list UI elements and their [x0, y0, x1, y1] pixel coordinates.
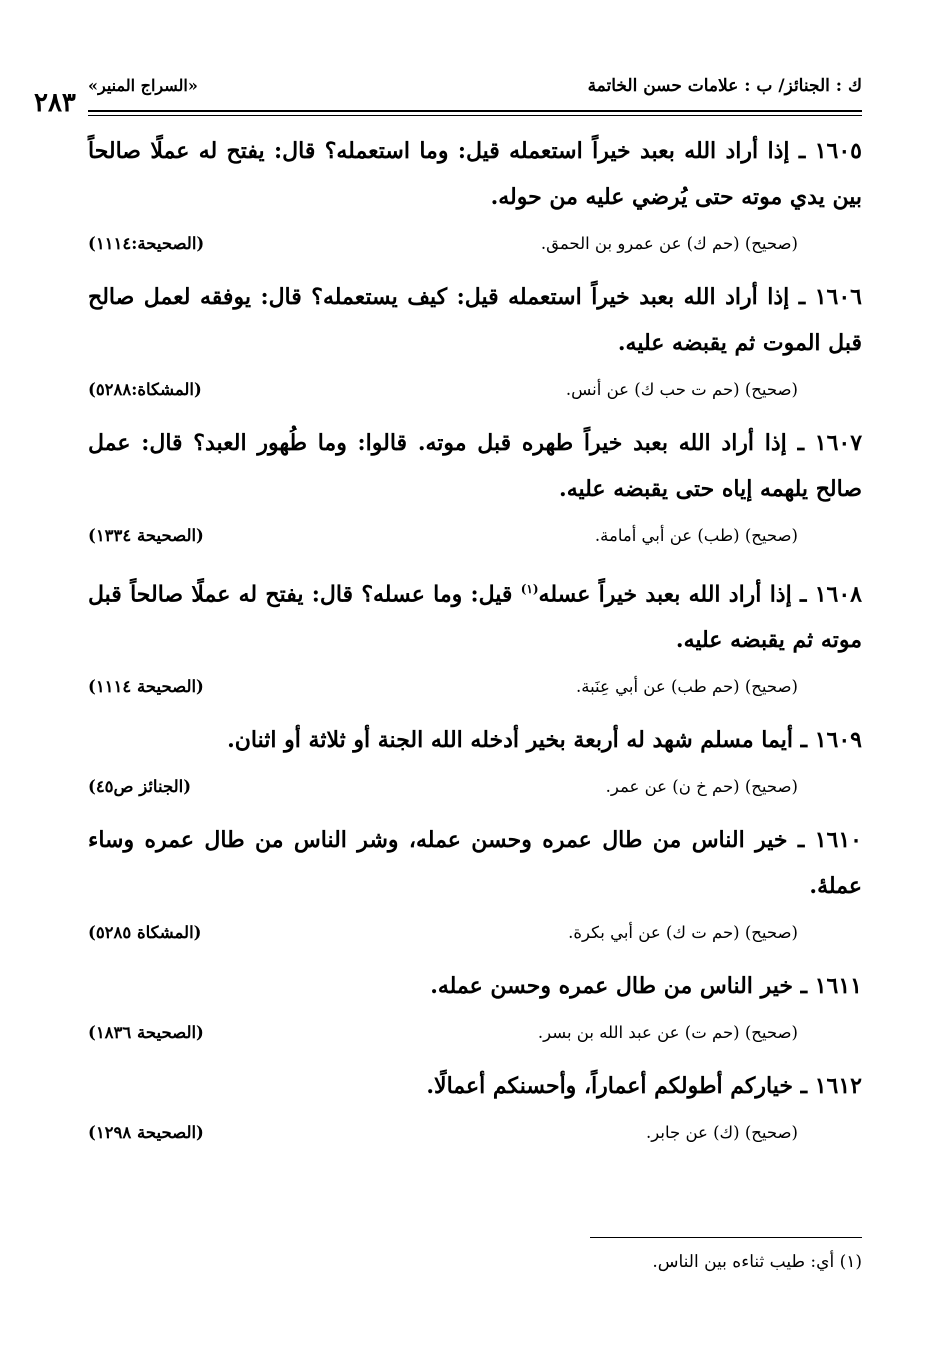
header-rule [88, 110, 862, 112]
hadith-number: ١٦٠٥ ـ [798, 138, 862, 164]
hadith-text-block [88, 128, 862, 220]
reference: (المشكاة:٥٢٨٨) [88, 380, 202, 399]
grade-row [88, 663, 862, 717]
hadith-text-block [88, 566, 862, 663]
hadith-entry [88, 717, 862, 817]
hadith-entry [88, 1063, 862, 1163]
hadith-text: خير الناس من طال عمره وحسن عمله. [430, 973, 793, 1000]
grade-row [88, 220, 862, 274]
reference: (الصحيحة:١١١٤) [88, 234, 205, 253]
hadith-number: ١٦٠٨ ـ [800, 581, 862, 608]
header-section-title: ك : الجنائز/ ب : علامات حسن الخاتمة [587, 76, 862, 96]
running-header [88, 70, 862, 100]
hadith-entry [88, 128, 862, 274]
hadith-number: ١٦١٠ ـ [797, 827, 862, 854]
grade-source: (صحيح) (حم ك) عن عمرو بن الحمق. [540, 234, 798, 253]
grade-row [88, 512, 862, 566]
hadith-number: ١٦٠٦ ـ [798, 284, 862, 310]
hadith-text: إذا أراد الله بعبد خيراً طهره قبل موته. قالوا: وما طُهور العبد؟ قال: عمل صالح يلهمه إياه حتى يقبضه عليه. [88, 430, 862, 502]
reference: (الصحيحة ١٨٣٦) [88, 1023, 204, 1043]
grade-source: (صحيح) (طب) عن أبي أمامة. [594, 526, 798, 545]
hadith-text: إذا أراد الله بعبد خيراً عسله [538, 581, 792, 608]
footnote-number: (١) [839, 1252, 862, 1272]
hadith-text-block [88, 817, 862, 909]
hadith-entry [88, 566, 862, 717]
hadith-text-block [88, 963, 862, 1009]
hadith-text: خير الناس من طال عمره وحسن عمله، وشر الناس من طال عمره وساء عملهٔ. [88, 827, 862, 900]
hadith-text: أيما مسلم شهد له أربعة بخير أدخله الله الجنة أو ثلاثة أو اثنان. [227, 727, 793, 754]
header-rule-thin [88, 115, 862, 116]
page-number: ٢٨٣ [34, 88, 76, 118]
grade-row [88, 1009, 862, 1063]
hadith-entry [88, 817, 862, 963]
hadith-entry [88, 963, 862, 1063]
grade-row [88, 366, 862, 420]
hadith-number: ١٦١١ ـ [800, 973, 862, 1000]
grade-source: (صحيح) (حم طب) عن أبي عِنَبة. [575, 677, 798, 697]
reference: (الصحيحة ١٢٩٨) [88, 1123, 204, 1143]
grade-row [88, 1109, 862, 1163]
hadith-number: ١٦٠٩ ـ [800, 727, 862, 754]
hadith-number: ١٦٠٧ ـ [797, 430, 863, 456]
hadith-entry [88, 420, 862, 566]
grade-row [88, 763, 862, 817]
reference: (الجنائز ص٤٥) [88, 777, 192, 797]
footnote-text: أي: طيب ثناءه بين الناس. [652, 1252, 835, 1272]
grade-source: (صحيح) (ك) عن جابر. [646, 1123, 798, 1143]
grade-source: (صحيح) (حم خ ن) عن عمر. [605, 777, 798, 797]
footnote-marker[interactable]: (١) [520, 582, 539, 596]
grade-source: (صحيح) (حم ت) عن عبد الله بن بسر. [537, 1023, 798, 1043]
hadith-text-block [88, 1063, 862, 1109]
hadith-list [88, 128, 862, 1163]
hadith-text-continued: قيل: وما عسله؟ قال: يفتح له عملًا صالحاً قبل موته ثم يقبضه عليه. [88, 581, 862, 654]
hadith-text: إذا أراد الله بعبد خيراً استعمله قيل: كيف يستعمله؟ قال: يوفقه لعمل صالح قبل الموت ثم يقبضه عليه. [88, 284, 862, 356]
footnote [652, 1252, 862, 1272]
header-book-title: «السراج المنير» [88, 76, 198, 95]
reference: (المشكاة ٥٢٨٥) [88, 923, 202, 943]
reference: (الصحيحة ١١١٤) [88, 677, 204, 697]
grade-row [88, 909, 862, 963]
reference: (الصحيحة ١٣٣٤) [88, 526, 204, 545]
footnote-rule [590, 1237, 862, 1238]
grade-source: (صحيح) (حم ت ك) عن أبي بكرة. [568, 923, 798, 943]
hadith-text: إذا أراد الله بعبد خيراً استعمله قيل: وما استعمله؟ قال: يفتح له عملًا صالحاً بين يدي موته حتى يُرضي عليه من حوله. [88, 138, 862, 210]
grade-source: (صحيح) (حم ت حب ك) عن أنس. [565, 380, 798, 399]
hadith-number: ١٦١٢ ـ [800, 1073, 862, 1100]
hadith-text: خياركم أطولكم أعماراً، وأحسنكم أعمالًا. [426, 1073, 793, 1100]
hadith-text-block [88, 420, 862, 512]
hadith-entry [88, 274, 862, 420]
hadith-text-block [88, 717, 862, 763]
hadith-text-block [88, 274, 862, 366]
